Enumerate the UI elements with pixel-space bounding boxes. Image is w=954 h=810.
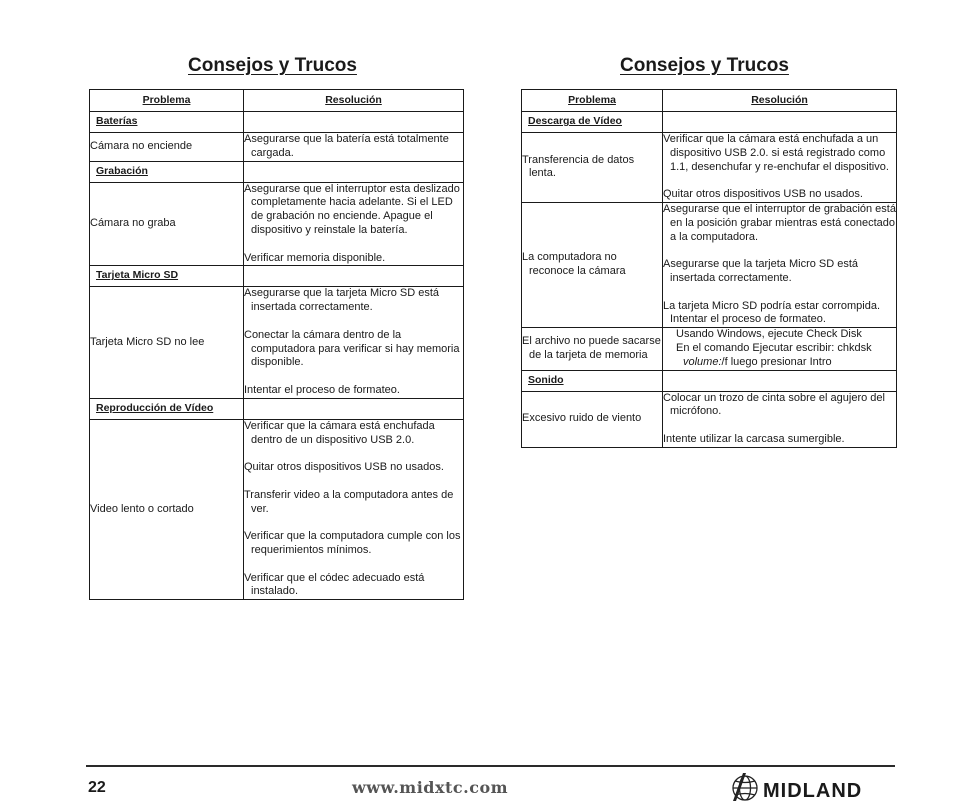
resolution-cell <box>244 419 464 599</box>
table-row <box>522 202 897 327</box>
resolution-tip: Intentar el proceso de formateo. <box>244 383 400 396</box>
category-row <box>90 398 464 419</box>
resolution-cell <box>663 328 897 370</box>
problem-cell: Cámara no graba <box>90 182 244 266</box>
tips-table-right <box>521 89 897 448</box>
category-row <box>90 266 464 287</box>
category-row <box>522 370 897 391</box>
category-row <box>90 161 464 182</box>
resolution-cell <box>244 133 464 162</box>
category-label: Baterías <box>96 115 138 128</box>
problem-cell <box>522 328 663 370</box>
page-title-left: Consejos y Trucos <box>188 55 357 76</box>
resolution-cell <box>663 133 897 203</box>
resolution-cell <box>663 391 897 447</box>
table-row <box>90 419 464 599</box>
problem-cell <box>522 133 663 203</box>
resolution-line <box>676 356 896 370</box>
resolution-tip: Verificar que la computadora cumple con los requerimientos mínimos. <box>244 530 461 556</box>
problem-cell: Tarjeta Micro SD no lee <box>90 287 244 398</box>
tips-table-left <box>89 89 464 600</box>
footer-rule <box>86 765 895 767</box>
resolution-tip: Asegurarse que el interruptor de grabación está en la posición grabar mientras está conectado a la computadora. <box>663 202 896 243</box>
header-resolution: Resolución <box>751 93 808 106</box>
resolution-tip: Verificar que la cámara está enchufada dentro de un dispositivo USB 2.0. <box>244 419 435 446</box>
table-row <box>522 328 897 370</box>
table-header-row <box>90 90 464 112</box>
table-row <box>90 182 464 266</box>
problem-cell <box>522 202 663 327</box>
problem-text: El archivo no puede sacarse de la tarjeta de memoria <box>522 335 661 361</box>
resolution-tip: Asegurarse que la tarjeta Micro SD está insertada correctamente. <box>244 287 440 314</box>
resolution-italic: volume: <box>683 355 722 368</box>
page-title-right: Consejos y Trucos <box>620 55 789 76</box>
resolution-tail: /f luego presionar Intro <box>721 355 832 368</box>
table-row <box>522 391 897 447</box>
category-label: Grabación <box>96 164 148 177</box>
problem-text: La computadora no reconoce la cámara <box>522 251 626 278</box>
website-url: www.midxtc.com <box>352 778 509 797</box>
problem-cell <box>522 391 663 447</box>
category-row <box>90 112 464 133</box>
resolution-cell <box>663 202 897 327</box>
resolution-cell <box>244 182 464 266</box>
category-label: Descarga de Vídeo <box>528 115 622 128</box>
table-row <box>90 287 464 398</box>
resolution-tip: Conectar la cámara dentro de la computadora para verificar si hay memoria disponible. <box>244 328 460 369</box>
table-row <box>90 133 464 162</box>
header-problem: Problema <box>142 93 191 106</box>
problem-text: Excesivo ruido de viento <box>522 412 642 425</box>
category-row <box>522 112 897 133</box>
category-label: Sonido <box>528 373 564 386</box>
page-number: 22 <box>88 779 106 796</box>
resolution-tip: Asegurarse que el interruptor esta deslizado completamente hacia adelante. Si el LED de grabación no enciende. Apague el dispositivo y reinstale la batería. <box>244 182 460 236</box>
resolution-tip: Asegurarse que la tarjeta Micro SD está insertada correctamente. <box>663 258 859 284</box>
resolution-line: En el comando Ejecutar escribir: chkdsk <box>676 341 872 354</box>
problem-cell: Video lento o cortado <box>90 419 244 599</box>
resolution-tip: Verificar que la cámara está enchufada a un dispositivo USB 2.0. si está registrado como 1.1, desenchufar y re-enchufar el dispositivo. <box>663 133 889 173</box>
resolution-tip: Transferir video a la computadora antes de ver. <box>244 488 454 515</box>
resolution-tip: Intente utilizar la carcasa sumergible. <box>663 432 845 445</box>
resolution-tip: Quitar otros dispositivos USB no usados. <box>244 461 444 474</box>
resolution-tip: Verificar que el códec adecuado está instalado. <box>244 571 425 598</box>
resolution-tip: Colocar un trozo de cinta sobre el agujero del micrófono. <box>663 391 885 418</box>
resolution-tip: Verificar memoria disponible. <box>244 251 386 264</box>
globe-logo-icon <box>730 771 896 805</box>
resolution-line: Usando Windows, ejecute Check Disk <box>676 328 862 341</box>
category-label: Tarjeta Micro SD <box>96 269 179 282</box>
resolution-tip: Quitar otros dispositivos USB no usados. <box>663 188 863 201</box>
category-label: Reproducción de Vídeo <box>96 401 214 414</box>
header-resolution: Resolución <box>325 93 382 106</box>
problem-text: Transferencia de datos lenta. <box>522 153 635 180</box>
table-header-row <box>522 90 897 112</box>
header-problem: Problema <box>568 93 616 106</box>
resolution-tip: La tarjeta Micro SD podría estar corrompida. Intentar el proceso de formateo. <box>663 299 881 326</box>
midland-logo <box>730 771 896 810</box>
problem-cell: Cámara no enciende <box>90 133 244 162</box>
brand-wordmark: MIDLAND <box>763 780 863 802</box>
table-row <box>522 133 897 203</box>
resolution-tip: Asegurarse que la batería está totalmente cargada. <box>244 133 449 159</box>
resolution-cell <box>244 287 464 398</box>
